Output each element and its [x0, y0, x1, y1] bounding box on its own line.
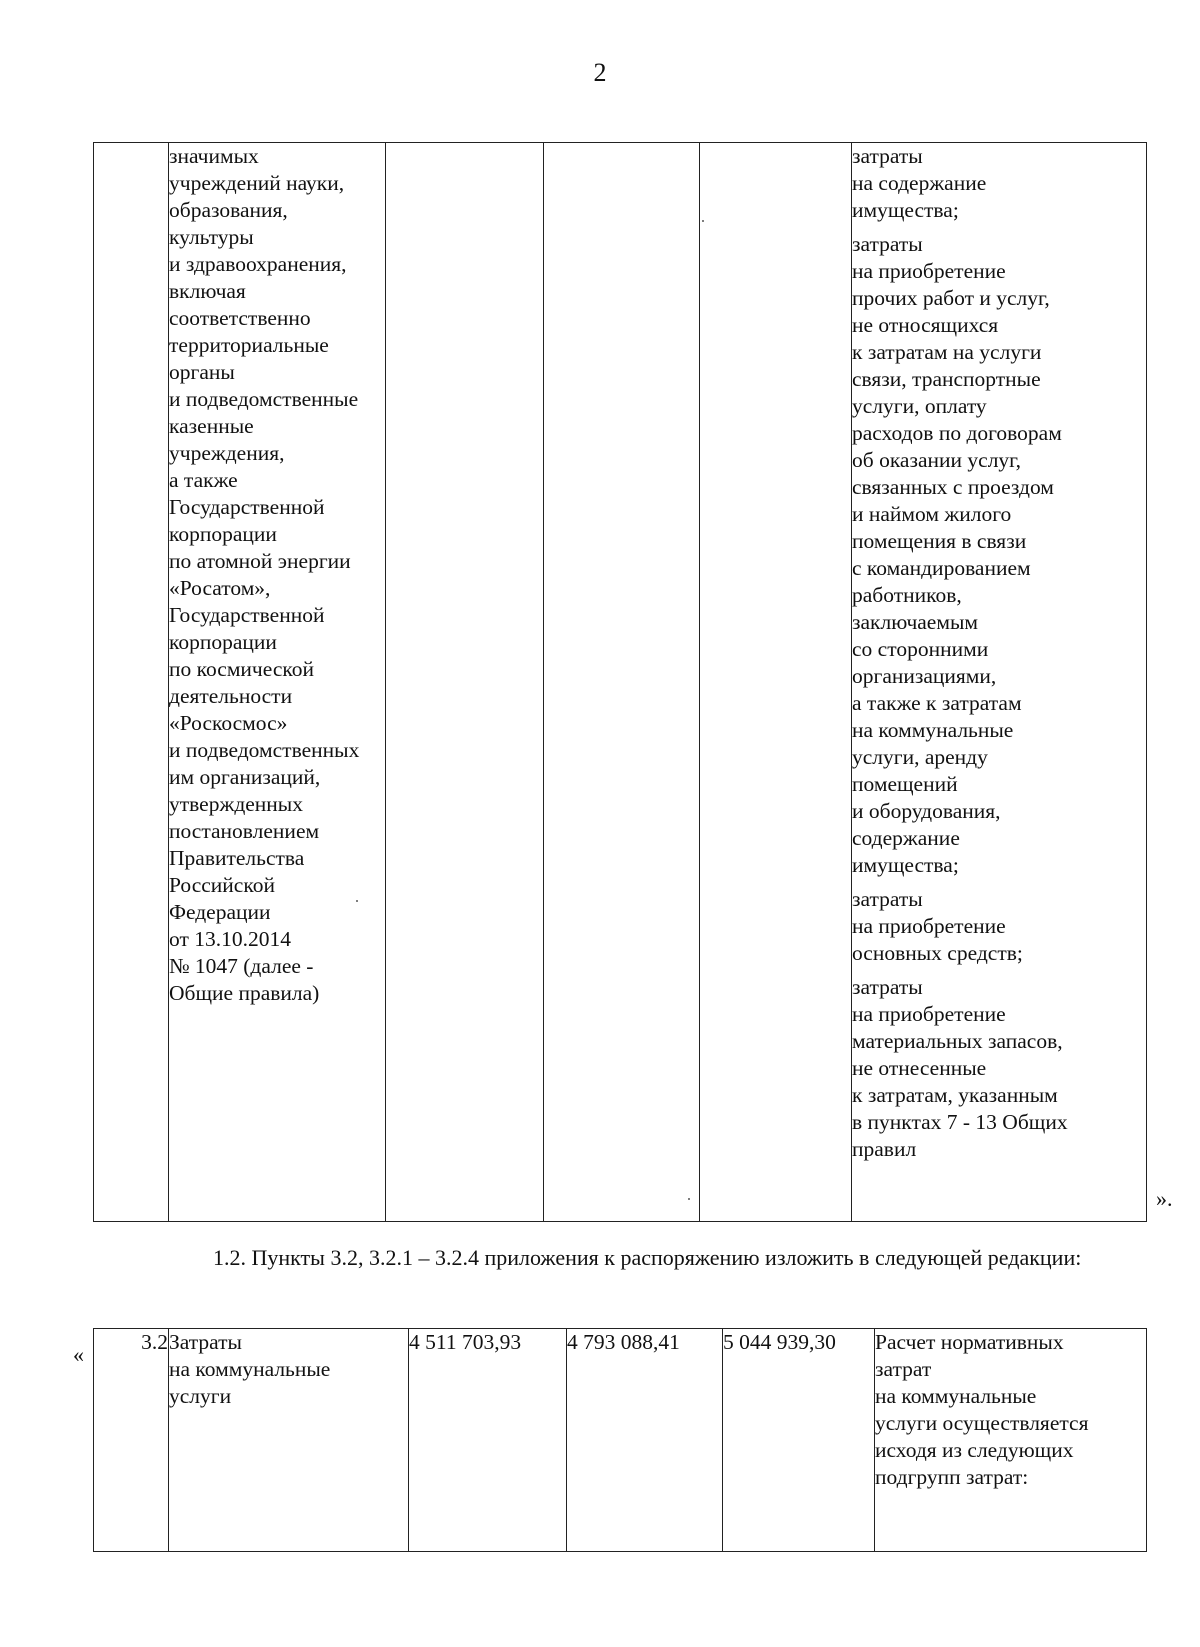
value-cell-2: 4 793 088,41: [567, 1329, 723, 1552]
scan-speck: [356, 900, 358, 902]
value-cell-3: 5 044 939,30: [723, 1329, 875, 1552]
legal-basis-cell: [169, 143, 386, 1222]
scan-speck: [688, 1198, 690, 1200]
opening-quote: «: [73, 1342, 84, 1367]
row-number-cell: 3.2: [94, 1329, 169, 1552]
row-number-cell: [94, 143, 169, 1222]
value-cell-1: 4 511 703,93: [409, 1329, 567, 1552]
scan-speck: [702, 220, 704, 222]
table-row: [94, 1329, 1147, 1552]
cost-items-cell: [852, 143, 1147, 1222]
value-cell-1: [386, 143, 544, 1222]
cost-item-paragraph: затраты на содержание имущества;: [852, 144, 987, 222]
page-number: 2: [593, 58, 607, 87]
continuation-table: [93, 142, 1147, 1222]
cost-item-paragraph: затраты на приобретение прочих работ и услуг, не относящихся к затратам на услуги связи, транспортные услуги, оплату расходов по договорам об оказании услуг, связанных с проездом и наймом жилого помещения в связи с командированием работников, заключаемым со сторонними организациями, а также к затратам на коммунальные услуги, аренду помещений и оборудования, содержание имущества;: [852, 232, 1062, 877]
value-cell-2: [544, 143, 700, 1222]
legal-basis-text: значимых учреждений науки, образования, культуры и здравоохранения, включая соответственно территориальные органы и подведомственные казенные учреждения, а также Государственной корпорации по атомной энергии «Росатом», Государственной корпорации по космической деятельности «Роскосмос» и подведомственных им организаций, утвержденных постановлением Правительства Российской Федерации от 13.10.2014 № 1047 (далее - Общие правила): [169, 144, 360, 1005]
closing-quote: ».: [1156, 1186, 1173, 1211]
cost-item-paragraph: затраты на приобретение основных средств;: [852, 887, 1023, 965]
cost-item-paragraph: затраты на приобретение материальных запасов, не отнесенные к затратам, указанным в пунктах 7 - 13 Общих правил: [852, 975, 1068, 1161]
cost-name-cell: Затраты на коммунальные услуги: [169, 1329, 409, 1552]
amended-items-table: [93, 1328, 1147, 1552]
table-row: [94, 143, 1147, 1222]
amendment-paragraph: 1.2. Пункты 3.2, 3.2.1 – 3.2.4 приложения к распоряжению изложить в следующей редакции:: [213, 1245, 1082, 1270]
calculation-description-cell: Расчет нормативных затрат на коммунальные услуги осуществляется исходя из следующих подгрупп затрат:: [875, 1329, 1147, 1552]
value-cell-3: [700, 143, 852, 1222]
